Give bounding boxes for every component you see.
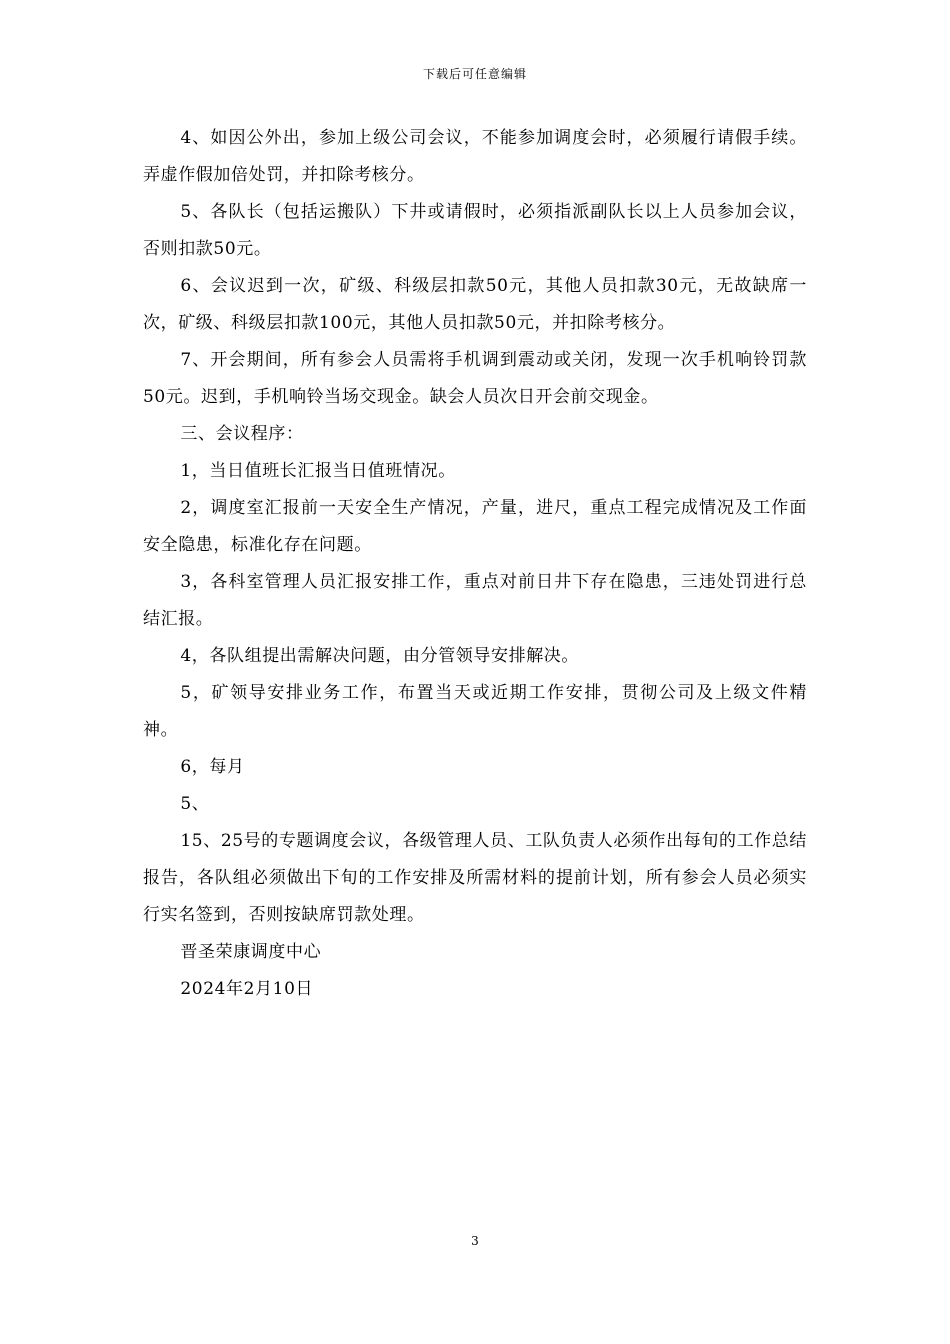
paragraph-procedure-3: 3，各科室管理人员汇报安排工作，重点对前日井下存在隐患，三违处罚进行总结汇报。	[143, 572, 807, 629]
page-number: 3	[471, 1234, 479, 1248]
document-body	[143, 120, 807, 1008]
paragraph-rule-4: 4、如因公外出，参加上级公司会议，不能参加调度会时，必须履行请假手续。弄虚作假加倍处罚，并扣除考核分。	[143, 128, 807, 185]
paragraph-rule-5: 5、各队长（包括运搬队）下井或请假时，必须指派副队长以上人员参加会议，否则扣款50元。	[143, 202, 807, 259]
paragraph-procedure-5: 5，矿领导安排业务工作，布置当天或近期工作安排，贯彻公司及上级文件精神。	[143, 683, 807, 740]
paragraph-rule-6: 6、会议迟到一次，矿级、科级层扣款50元，其他人员扣款30元，无故缺席一次，矿级、科级层扣款100元，其他人员扣款50元，并扣除考核分。	[143, 276, 807, 333]
paragraph-procedure-1: 1，当日值班长汇报当日值班情况。	[180, 461, 456, 481]
paragraph-rule-7: 7、开会期间，所有参会人员需将手机调到震动或关闭，发现一次手机响铃罚款50元。迟到，手机响铃当场交现金。缺会人员次日开会前交现金。	[143, 350, 807, 407]
signature-date: 2024年2月10日	[180, 979, 314, 999]
paragraph-special-meeting: 15、25号的专题调度会议，各级管理人员、工队负责人必须作出每旬的工作总结报告，各队组必须做出下旬的工作安排及所需材料的提前计划，所有参会人员必须实行实名签到，否则按缺席罚款处理。	[143, 831, 807, 925]
paragraph-procedure-4: 4，各队组提出需解决问题，由分管领导安排解决。	[180, 646, 580, 666]
section-heading-meeting-procedure: 三、会议程序：	[180, 424, 304, 444]
paragraph-procedure-2: 2，调度室汇报前一天安全生产情况，产量，进尺，重点工程完成情况及工作面安全隐患，标准化存在问题。	[143, 498, 807, 555]
signature-organization: 晋圣荣康调度中心	[180, 942, 322, 962]
paragraph-procedure-6: 6，每月	[180, 757, 245, 777]
page-header: 下载后可任意编辑	[422, 67, 527, 81]
paragraph-fragment-5: 5、	[180, 794, 210, 814]
